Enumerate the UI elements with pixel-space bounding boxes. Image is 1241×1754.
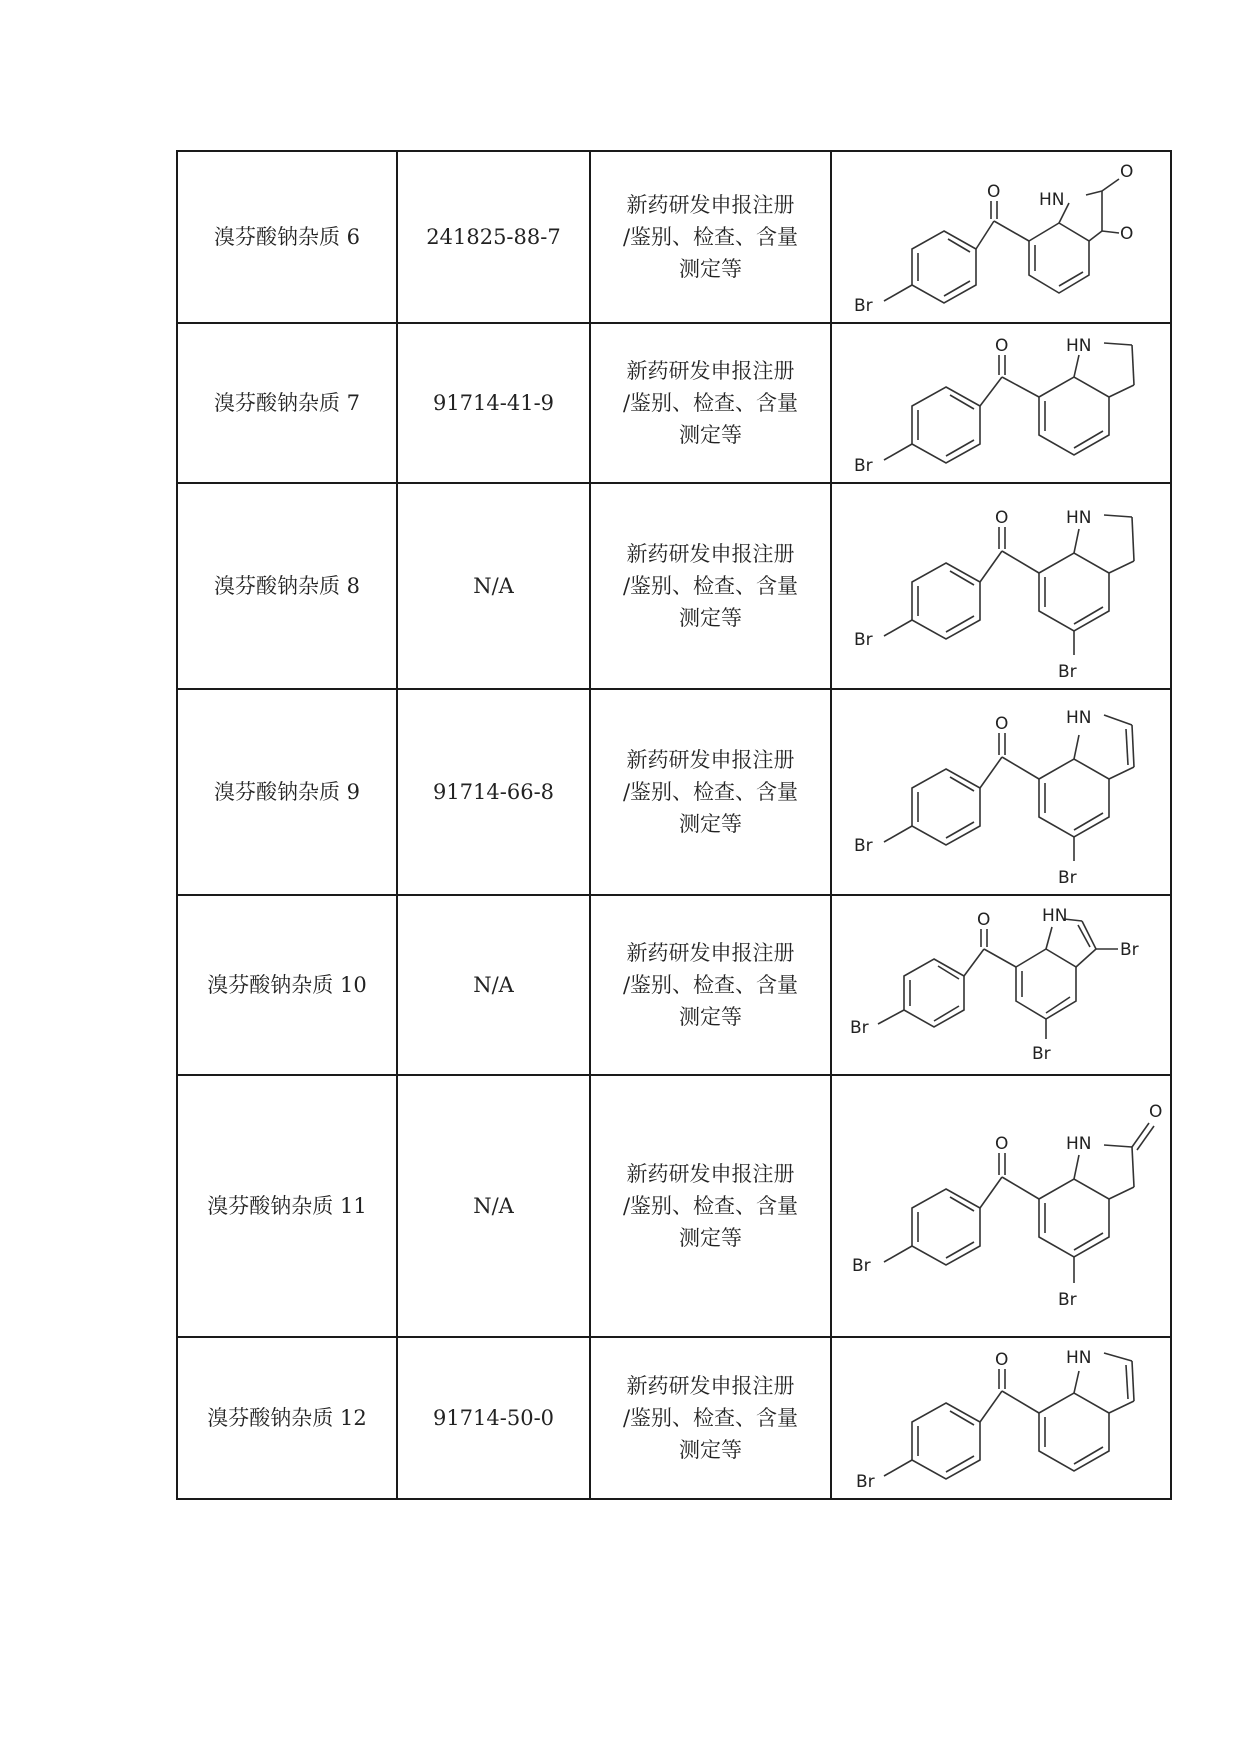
svg-text:O: O — [995, 1134, 1009, 1154]
svg-text:Br: Br — [1032, 1044, 1051, 1064]
svg-text:HN: HN — [1039, 190, 1065, 210]
cas-number: N/A — [397, 1075, 590, 1337]
svg-text:Br: Br — [1120, 940, 1139, 960]
structure-diagram — [834, 1077, 1168, 1335]
svg-text:O: O — [995, 336, 1009, 356]
purpose-text: 新药研发申报注册 /鉴别、检查、含量 测定等 — [590, 1075, 831, 1337]
impurity-table — [176, 150, 1172, 1500]
table-row — [177, 483, 1171, 689]
svg-text:HN: HN — [1066, 708, 1092, 728]
svg-text:O: O — [987, 182, 1001, 202]
structure-cell — [831, 483, 1171, 689]
purpose-text: 新药研发申报注册 /鉴别、检查、含量 测定等 — [590, 483, 831, 689]
svg-text:O: O — [1149, 1102, 1163, 1122]
svg-text:O: O — [995, 508, 1009, 528]
table-row — [177, 1075, 1171, 1337]
table-row — [177, 151, 1171, 323]
cas-number: 91714-41-9 — [397, 323, 590, 483]
purpose-text: 新药研发申报注册 /鉴别、检查、含量 测定等 — [590, 689, 831, 895]
impurity-name: 溴芬酸钠杂质 8 — [177, 483, 397, 689]
svg-text:Br: Br — [854, 630, 873, 650]
impurity-name: 溴芬酸钠杂质 6 — [177, 151, 397, 323]
svg-text:O: O — [995, 714, 1009, 734]
structure-diagram — [834, 897, 1168, 1073]
cas-number: N/A — [397, 483, 590, 689]
purpose-text: 新药研发申报注册 /鉴别、检查、含量 测定等 — [590, 1337, 831, 1499]
structure-diagram — [834, 325, 1168, 481]
svg-text:Br: Br — [850, 1018, 869, 1038]
structure-diagram — [834, 1339, 1168, 1497]
structure-diagram — [834, 153, 1168, 321]
table-row — [177, 1337, 1171, 1499]
svg-text:Br: Br — [854, 296, 873, 316]
svg-text:O: O — [1120, 224, 1134, 244]
purpose-text: 新药研发申报注册 /鉴别、检查、含量 测定等 — [590, 323, 831, 483]
purpose-text: 新药研发申报注册 /鉴别、检查、含量 测定等 — [590, 151, 831, 323]
structure-cell — [831, 323, 1171, 483]
table-row — [177, 323, 1171, 483]
svg-text:O: O — [1120, 162, 1134, 182]
structure-cell — [831, 1075, 1171, 1337]
svg-text:Br: Br — [854, 836, 873, 856]
svg-text:Br: Br — [1058, 1290, 1077, 1310]
svg-text:O: O — [995, 1350, 1009, 1370]
cas-number: 91714-66-8 — [397, 689, 590, 895]
impurity-name: 溴芬酸钠杂质 11 — [177, 1075, 397, 1337]
svg-text:Br: Br — [854, 456, 873, 476]
table-row — [177, 895, 1171, 1075]
structure-diagram — [834, 485, 1168, 687]
svg-text:Br: Br — [856, 1472, 875, 1492]
svg-text:HN: HN — [1066, 1134, 1092, 1154]
impurity-name: 溴芬酸钠杂质 9 — [177, 689, 397, 895]
structure-cell — [831, 151, 1171, 323]
svg-text:Br: Br — [852, 1256, 871, 1276]
svg-text:O: O — [977, 910, 991, 930]
structure-cell — [831, 689, 1171, 895]
cas-number: 91714-50-0 — [397, 1337, 590, 1499]
svg-text:HN: HN — [1066, 508, 1092, 528]
purpose-text: 新药研发申报注册 /鉴别、检查、含量 测定等 — [590, 895, 831, 1075]
impurity-name: 溴芬酸钠杂质 10 — [177, 895, 397, 1075]
structure-cell — [831, 895, 1171, 1075]
cas-number: N/A — [397, 895, 590, 1075]
structure-cell — [831, 1337, 1171, 1499]
structure-diagram — [834, 691, 1168, 893]
svg-text:HN: HN — [1066, 336, 1092, 356]
impurity-name: 溴芬酸钠杂质 12 — [177, 1337, 397, 1499]
svg-text:Br: Br — [1058, 868, 1077, 888]
svg-text:HN: HN — [1066, 1348, 1092, 1368]
table-row — [177, 689, 1171, 895]
svg-text:HN: HN — [1042, 906, 1068, 926]
svg-text:Br: Br — [1058, 662, 1077, 682]
impurity-name: 溴芬酸钠杂质 7 — [177, 323, 397, 483]
cas-number: 241825-88-7 — [397, 151, 590, 323]
